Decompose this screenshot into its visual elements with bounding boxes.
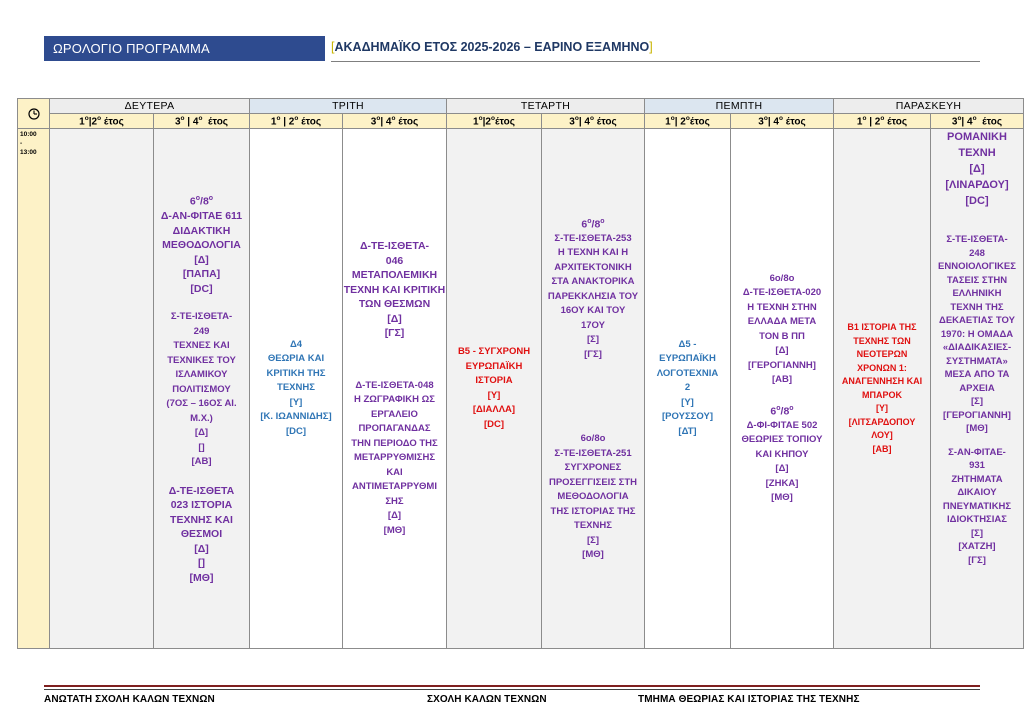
day-header-wednesday: ΤΕΤΑΡΤΗ [447, 99, 645, 114]
year-header-1-2: $1^o$ | $2^o$ έτος [834, 114, 931, 129]
slot-thursday-year-3-4 [731, 129, 834, 649]
time-column-header [18, 99, 50, 129]
year-header-1-2: $1^o|2^o$ έτος [50, 114, 154, 129]
course-entry: 6o/8o Σ-ΤΕ-ΙΣΘΕΤΑ-251 ΣΥΓΧΡΟΝΕΣ ΠΡΟΣΕΓΓΙΣΕΙΣ ΣΤΗ ΜΕΘΟΔΟΛΟΓΙΑ ΤΗΣ ΙΣΤΟΡΙΑΣ ΤΗΣ ΤΕΧΝΗΣ [Σ] [ΜΘ] [548, 433, 638, 560]
year-header-3-4: $3^o$ | $4^o$ έτος [154, 114, 250, 129]
year-header-1-2: $1^o|$ $2^oέ\tau o\varsigma$ [645, 114, 731, 129]
course-entry: Δ-ΤΕ-ΙΣΘΕΤΑ-048 Η ΖΩΓΡΑΦΙΚΗ ΩΣ ΕΡΓΑΛΕΙΟ ΠΡΟΠΑΓΑΝΔΑΣ ΤΗΝ ΠΕΡΙΟΔΟ ΤΗΣ ΜΕΤΑΡΡΥΘΜΙΣΗΣ ΚΑΙ ΑΝΤΙΜΕΤΑΡΡΥΘΜΙ ΣΗΣ [Δ] [ΜΘ] [351, 379, 438, 536]
clock-icon [28, 108, 40, 120]
course-entry: Β5 - ΣΥΓΧΡΟΝΗ ΕΥΡΩΠΑΪΚΗ ΙΣΤΟΡΙΑ [Υ] [ΔΙΑΛΛΑ] [DC] [457, 346, 531, 430]
slot-monday-year-3-4 [154, 129, 250, 649]
course-entry: Δ-ΤΕ-ΙΣΘΕΤΑ- 046 ΜΕΤΑΠΟΛΕΜΙΚΗ ΤΕΧΝΗ ΚΑΙ ΚΡΙΤΙΚΗ ΤΩΝ ΘΕΣΜΩΝ [Δ] [ΓΣ] [343, 240, 446, 339]
footer-divider [44, 689, 980, 690]
footer-department: ΤΜΗΜΑ ΘΕΩΡΙΑΣ ΚΑΙ ΙΣΤΟΡΙΑΣ ΤΗΣ ΤΕΧΝΗΣ [638, 694, 860, 705]
year-header-3-4: $3^o|$ $4^o$ έτος [731, 114, 834, 129]
course-entry: Σ-ΤΕ-ΙΣΘΕΤΑ- 248 ΕΝΝΟΙΟΛΟΓΙΚΕΣ ΤΑΣΕΙΣ ΣΤΗΝ ΕΛΛΗΝΙΚΗ ΤΕΧΝΗ ΤΗΣ ΔΕΚΑΕΤΙΑΣ ΤΟΥ 1970: Η ΟΜΑΔΑ «ΔΙΑΔΙΚΑΣΙΕΣ- ΣΥΣΤΗΜΑΤΑ» ΜΕΣΑ ΑΠΟ ΤΑ ΑΡΧΕΙΑ [Σ] [ΓΕΡΟΓΙΑΝΝΗ] [ΜΘ] [938, 234, 1016, 434]
footer-divider [44, 685, 980, 687]
slot-tuesday-year-1-2 [250, 129, 343, 649]
year-header-3-4: $3^o|$ $4^o$ έτος [931, 114, 1024, 129]
schedule-table [17, 98, 1024, 649]
footer-school: ΣΧΟΛΗ ΚΑΛΩΝ ΤΕΧΝΩΝ [427, 694, 547, 705]
course-entry: Σ-ΤΕ-ΙΣΘΕΤΑ- 249 ΤΕΧΝΕΣ ΚΑΙ ΤΕΧΝΙΚΕΣ ΤΟΥ ΙΣΛΑΜΙΚΟΥ ΠΟΛΙΤΙΣΜΟΥ (7ΟΣ – 16ΟΣ ΑΙ. Μ.Χ.) [Δ] [] [ΑΒ] [166, 311, 237, 467]
page-title: ΩΡΟΛΟΓΙΟ ΠΡΟΓΡΑΜΜΑ [44, 36, 325, 61]
footer-university: ΑΝΩΤΑΤΗ ΣΧΟΛΗ ΚΑΛΩΝ ΤΕΧΝΩΝ [44, 694, 215, 705]
slot-friday-year-1-2 [834, 129, 931, 649]
course-entry: $6^o/8^o$ Δ-ΑΝ-ΦΙΤΑΕ 611 ΔΙΔΑΚΤΙΚΗ ΜΕΘΟΔΟΛΟΓΙΑ [Δ] [ΠΑΠΑ] [DC] [160, 195, 243, 295]
course-entry: $6^o/8^o$ Σ-ΤΕ-ΙΣΘΕΤΑ-253 Η ΤΕΧΝΗ ΚΑΙ Η ΑΡΧΙΤΕΚΤΟΝΙΚΗ ΣΤΑ ΑΝΑΚΤΟΡΙΚΑ ΠΑΡΕΚΚΛΗΣΙΑ ΤΟΥ 16ΟΥ ΚΑΙ ΤΟΥ 17ΟΥ [Σ] [ΓΣ] [547, 217, 639, 360]
course-entry: Δ-ΤΕ-ΙΣΘΕΤΑ 023 ΙΣΤΟΡΙΑ ΤΕΧΝΗΣ ΚΑΙ ΘΕΣΜΟΙ [Δ] [] [ΜΘ] [168, 484, 235, 584]
academic-year: [ΑΚΑΔΗΜΑΪΚΟ ΕΤΟΣ 2025-2026 – ΕΑΡΙΝΟ ΕΞΑΜΗΝΟ] [331, 40, 653, 54]
course-entry: Β1 ΙΣΤΟΡΙΑ ΤΗΣ ΤΕΧΝΗΣ ΤΩΝ ΝΕΟΤΕΡΩΝ ΧΡΟΝΩΝ 1: ΑΝΑΓΕΝΝΗΣΗ ΚΑΙ ΜΠΑΡΟΚ [Υ] [ΛΙΤΣΑΡΔΟΠΟΥ ΛΟΥ] [ΑΒ] [841, 322, 923, 454]
slot-wednesday-year-1-2 [447, 129, 542, 649]
course-entry: 6o/8o Δ-ΤΕ-ΙΣΘΕΤΑ-020 Η ΤΕΧΝΗ ΣΤΗΝ ΕΛΛΑΔΑ ΜΕΤΑ ΤΟΝ Β ΠΠ [Δ] [ΓΕΡΟΓΙΑΝΝΗ] [ΑΒ] [742, 272, 822, 385]
course-entry: Δ5 - ΕΥΡΩΠΑΪΚΗ ΛΟΓΟΤΕΧΝΙΑ 2 [Υ] [ΡΟΥΣΣΟΥ] [ΔΤ] [656, 338, 719, 437]
slot-wednesday-year-3-4 [542, 129, 645, 649]
course-entry: $6^o/8^o$ Δ-ΦΙ-ΦΙΤΑΕ 502 ΘΕΩΡΙΕΣ ΤΟΠΙΟΥ ΚΑΙ ΚΗΠΟΥ [Δ] [ΖΗΚΑ] [ΜΘ] [741, 404, 823, 503]
slot-tuesday-year-3-4 [343, 129, 447, 649]
course-entry: Δ4 ΘΕΩΡΙΑ ΚΑΙ ΚΡΙΤΙΚΗ ΤΗΣ ΤΕΧΝΗΣ [Υ] [Κ. ΙΩΑΝΝΙΔΗΣ] [DC] [260, 338, 332, 437]
year-header-3-4: $3^o|$ $4^o$ έτος [542, 114, 645, 129]
day-header-monday: ΔΕΥΤΕΡΑ [50, 99, 250, 114]
course-entry: ΡΟΜΑΝΙΚΗ ΤΕΧΝΗ [Δ] [ΛΙΝΑΡΔΟΥ] [DC] [945, 131, 1009, 207]
year-header-3-4: $3^o|$ $4^o$ έτος [343, 114, 447, 129]
year-header-1-2: $1^o$ | $2^o$ έτος [250, 114, 343, 129]
day-header-thursday: ΠΕΜΠΤΗ [645, 99, 834, 114]
course-entry: Σ-ΑΝ-ΦΙΤΑΕ- 931 ΖΗΤΗΜΑΤΑ ΔΙΚΑΙΟΥ ΠΝΕΥΜΑΤΙΚΗΣ ΙΔΙΟΚΤΗΣΙΑΣ [Σ] [ΧΑΤΖΗ] [ΓΣ] [942, 446, 1012, 566]
header-underline [331, 61, 980, 62]
day-header-tuesday: ΤΡΙΤΗ [250, 99, 447, 114]
time-slot: 10:00 - 13:00 [18, 129, 50, 649]
day-header-friday: ΠΑΡΑΣΚΕΥΗ [834, 99, 1024, 114]
slot-monday-year-1-2 [50, 129, 154, 649]
slot-thursday-year-1-2 [645, 129, 731, 649]
slot-friday-year-3-4 [931, 129, 1024, 649]
year-header-1-2: $1^o|2^oέ\tau o\varsigma$ [447, 114, 542, 129]
